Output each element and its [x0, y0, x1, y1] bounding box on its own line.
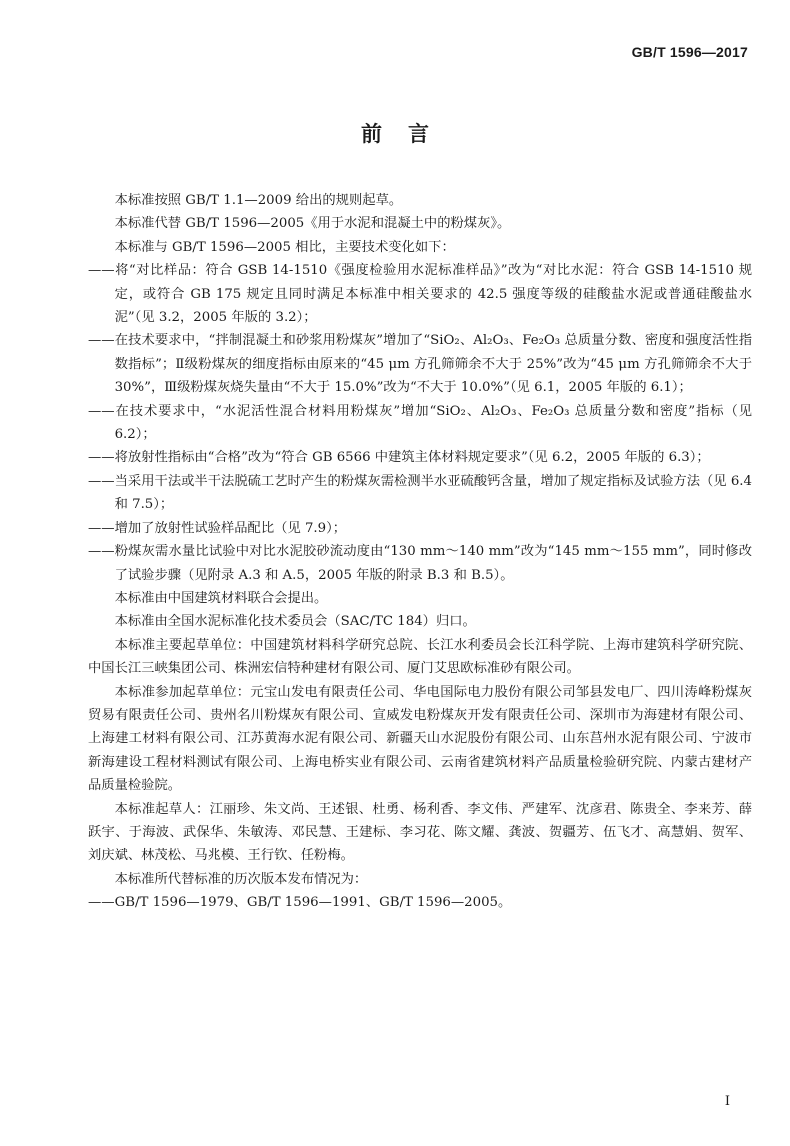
paragraph-drafters: 本标准起草人：江丽珍、朱文尚、王述银、杜勇、杨利香、李文伟、严建军、沈彦君、陈贵全、李来芳、薛跃宇、于海波、武保华、朱敏涛、邓民慧、王建标、李习花、陈文耀、龚波、贺疆芳、伍飞才、高慧娟、贺军、刘庆斌、林茂松、马兆模、王行钦、任粉梅。	[88, 801, 752, 864]
change-item: ——在技术要求中，“水泥活性混合材料用粉煤灰”增加“SiO₂、Al₂O₃、Fe₂O₃ 总质量分数和密度”指标（见 6.2）；	[88, 403, 752, 443]
paragraph-main-drafters: 本标准主要起草单位：中国建筑材料科学研究总院、长江水利委员会长江科学院、上海市建筑科学研究院、中国长江三峡集团公司、株洲宏信特种建材有限公司、厦门艾思欧标准砂有限公司。	[88, 637, 752, 677]
history-item: ——GB/T 1596—1979、GB/T 1596—1991、GB/T 1596—2005。	[88, 895, 512, 911]
foreword-body	[88, 189, 752, 915]
standard-code: GB/T 1596—2017	[631, 44, 748, 60]
paragraph-participating-drafters: 本标准参加起草单位：元宝山发电有限责任公司、华电国际电力股份有限公司邹县发电厂、四川涛峰粉煤灰贸易有限责任公司、贵州名川粉煤灰有限公司、宣威发电粉煤灰开发有限责任公司、深圳市为海建材有限公司、上海建工材料有限公司、江苏黄海水泥有限公司、新疆天山水泥股份有限公司、山东莒州水泥有限公司、宁波市新海建设工程材料测试有限公司、上海电桥实业有限公司、云南省建筑材料产品质量检验研究院、内蒙古建材产品质量检验院。	[88, 684, 752, 794]
paragraph-changes-intro: 本标准与 GB/T 1596—2005 相比，主要技术变化如下：	[114, 239, 455, 255]
paragraph-history-intro: 本标准所代替标准的历次版本发布情况为：	[114, 871, 368, 887]
paragraph-drafting-rules: 本标准按照 GB/T 1.1—2009 给出的规则起草。	[114, 193, 403, 208]
change-item: ——当采用干法或半干法脱硫工艺时产生的粉煤灰需检测半水亚硫酸钙含量，增加了规定指标及试验方法（见 6.4 和 7.5）；	[88, 473, 752, 513]
paragraph-committee: 本标准由全国水泥标准化技术委员会（SAC/TC 184）归口。	[114, 614, 476, 630]
change-item: ——粉煤灰需水量比试验中对比水泥胶砂流动度由“130 mm～140 mm”改为“145 mm～155 mm”，同时修改了试验步骤（见附录 A.3 和 A.5，2005 年版的附录 B.3 和 B.5）。	[88, 544, 752, 583]
change-item: ——将“对比样品：符合 GSB 14-1510《强度检验用水泥标准样品》”改为“对比水泥：符合 GSB 14-1510 规定，或符合 GB 175 规定且同时满足本标准中相关要求的 42.5 强度等级的硅酸盐水泥或普通硅酸盐水泥”（见 3.2，2005 年版的 3.2）；	[88, 263, 752, 326]
page-title: 前言	[361, 122, 455, 146]
change-item: ——在技术要求中，“拌制混凝土和砂浆用粉煤灰”增加了“SiO₂、Al₂O₃、Fe₂O₃ 总质量分数、密度和强度活性指数指标”；Ⅱ级粉煤灰的细度指标由原来的“45 μm 方孔筛筛余不大于 25%”改为“45 μm 方孔筛筛余不大于 30%”，Ⅲ级粉煤灰烧失量由“不大于 15.0%”改为“不大于 10.0%”（见 6.1，2005 年版的 6.1）；	[88, 333, 752, 396]
change-item: ——增加了放射性试验样品配比（见 7.9）；	[88, 520, 347, 536]
paragraph-replaces: 本标准代替 GB/T 1596—2005《用于水泥和混凝土中的粉煤灰》。	[114, 216, 511, 232]
page-number: I	[724, 1094, 730, 1109]
paragraph-proposer: 本标准由中国建筑材料联合会提出。	[114, 590, 328, 606]
change-item: ——将放射性指标由“合格”改为“符合 GB 6566 中建筑主体材料规定要求”（见 6.2，2005 年版的 6.3）；	[88, 450, 710, 466]
